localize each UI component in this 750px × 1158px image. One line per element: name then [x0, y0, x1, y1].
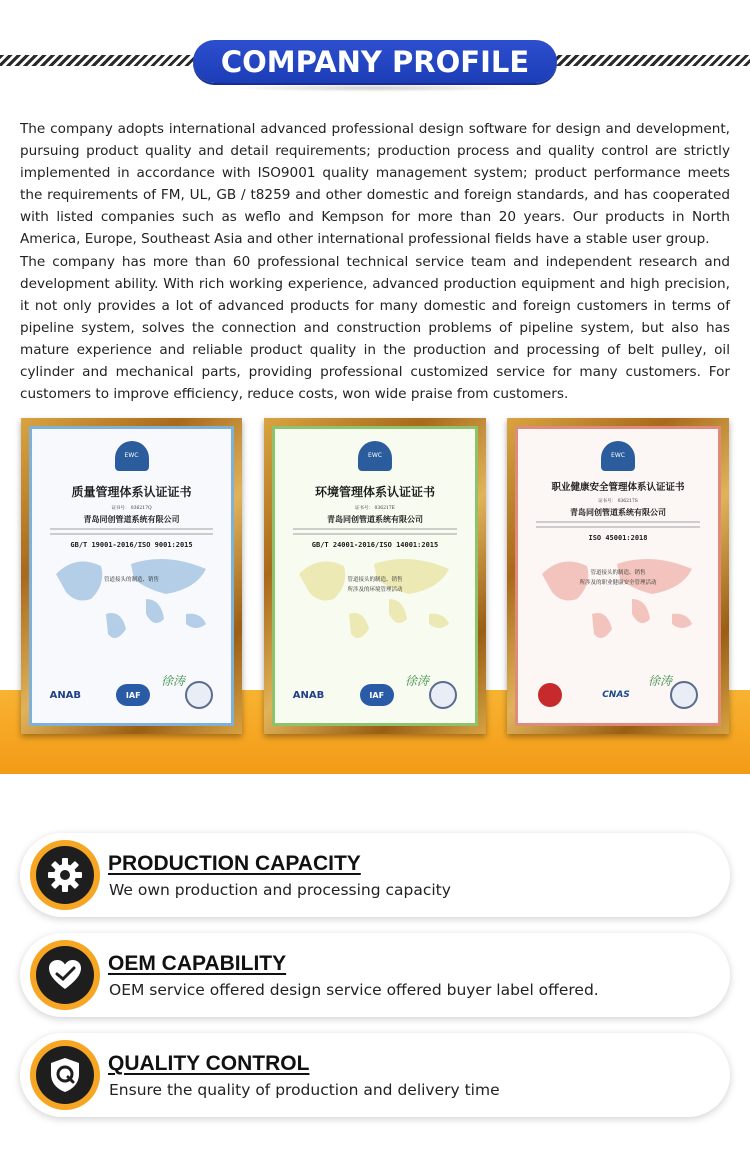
heart-icon [36, 946, 94, 1004]
capability-title: OEM CAPABILITY [108, 952, 287, 975]
header-hatch-right [550, 55, 750, 66]
red-seal-logo-icon [538, 683, 562, 707]
page-title-banner [193, 40, 557, 83]
certificate-scope-line: 管道接头的制造、销售 [103, 577, 159, 583]
certificate-company: 青岛同创管道系统有限公司 [570, 507, 666, 517]
certificate-title: 环境管理体系认证证书 [314, 485, 435, 499]
title-shadow [230, 84, 520, 92]
iaf-logo-icon: IAF [360, 684, 394, 706]
certificate-scope [526, 568, 710, 588]
certificate-text-line [293, 528, 457, 530]
certificate-signature: 徐涛 [160, 674, 185, 688]
ewc-badge-icon: EWC [115, 441, 149, 471]
ewc-badge-icon: EWC [358, 441, 392, 471]
certificate-quality [29, 426, 234, 726]
capability-description: Ensure the quality of production and delivery time [109, 1081, 500, 1099]
certificate-text-line [50, 533, 213, 535]
certificate-number: 证书号： 036217E [355, 506, 395, 511]
capability-card-oem [20, 933, 730, 1017]
anab-logo-icon: ANAB [292, 689, 325, 701]
certificate-company: 青岛同创管道系统有限公司 [327, 514, 423, 524]
certificate-standard: GB/T 19001-2016/ISO 9001:2015 [70, 541, 193, 549]
capability-card-production [20, 833, 730, 917]
anab-logo-icon: ANAB [49, 689, 82, 701]
certificate-text-line [536, 521, 700, 523]
seal-logo-icon [670, 681, 698, 709]
capability-icon-ring [30, 840, 100, 910]
certificate-text-line [50, 528, 213, 530]
seal-logo-icon [185, 681, 213, 709]
world-map-watermark [46, 544, 218, 654]
certificate-scope-line: 所涉及的职业健康安全管理活动 [579, 580, 657, 586]
capability-icon-ring [30, 1040, 100, 1110]
certificate-signature: 徐涛 [404, 674, 429, 688]
certificate-scope-line: 管道接头的制造、销售 [347, 577, 403, 583]
certificate-safety [515, 426, 721, 726]
certificate-logos [275, 681, 475, 709]
certificate-number: 证书号： 036217S [598, 499, 638, 504]
capability-title: PRODUCTION CAPACITY [108, 852, 361, 875]
certificate-number: 证书号： 036217Q [111, 506, 152, 511]
capability-card-quality [20, 1033, 730, 1117]
world-map-watermark [532, 544, 704, 654]
certificate-scope-line: 所涉及的环境管理活动 [347, 587, 403, 593]
certificate-scope [283, 575, 467, 595]
header-hatch-left [0, 55, 200, 66]
certificate-text-line [293, 533, 457, 535]
certificate-frame-safety [507, 418, 729, 734]
intro-paragraph: The company has more than 60 professional technical service team and independent research and development ability. With rich working experience, advanced production equipment and high precision, it not only provides a lot of advanced products for many domestic and foreign customers in terms of pipeline system, solves the connection and construction problems of pipeline system, but also has mature experience and reliable product quality in the production and processing of belt pulley, oil cylinder and mechanical parts, providing professional customized service for many customers. For customers to improve efficiency, reduce costs, won wide praise from customers. [20, 253, 730, 403]
ewc-badge-icon: EWC [601, 441, 635, 471]
certificate-logos [32, 681, 231, 709]
world-map-watermark [289, 544, 461, 654]
certificate-company: 青岛同创管道系统有限公司 [83, 514, 180, 524]
certificate-scope-line: 管道接头的制造、销售 [590, 570, 646, 576]
certificate-scope [40, 575, 223, 585]
shield-q-icon [36, 1046, 94, 1104]
certificate-title: 职业健康安全管理体系认证证书 [551, 482, 685, 493]
gear-icon [36, 846, 94, 904]
certificate-frame-quality [21, 418, 242, 734]
certificate-standard: GB/T 24001-2016/ISO 14001:2015 [311, 541, 439, 549]
page-title: COMPANY PROFILE [220, 44, 530, 79]
certificate-environment [272, 426, 478, 726]
certificate-title: 质量管理体系认证证书 [71, 485, 192, 499]
capability-description: OEM service offered design service offered buyer label offered. [109, 981, 599, 999]
certificate-logos [518, 681, 718, 709]
capability-description: We own production and processing capacity [109, 881, 451, 899]
capability-title: QUALITY CONTROL [108, 1052, 310, 1075]
certificate-standard: ISO 45001:2018 [588, 534, 648, 542]
company-intro [20, 118, 730, 405]
seal-logo-icon [429, 681, 457, 709]
iaf-logo-icon: IAF [116, 684, 150, 706]
certificate-text-line [536, 526, 700, 528]
cnas-logo-icon: CNAS [602, 690, 630, 700]
certificate-frame-environment [264, 418, 486, 734]
capability-icon-ring [30, 940, 100, 1010]
certificate-signature: 徐涛 [647, 674, 672, 688]
intro-paragraph: The company adopts international advanced professional design software for design and development, pursuing product quality and detail requirements; production process and quality control are strictly implemented in accordance with ISO9001 quality management system; product performance meets the requirements of FM, UL, GB / t8259 and other domestic and foreign standards, and has cooperated with listed companies such as weflo and Kempson for more than 20 years. Our products in North America, Europe, Southeast Asia and other international professional fields have a stable user group. [20, 121, 730, 248]
